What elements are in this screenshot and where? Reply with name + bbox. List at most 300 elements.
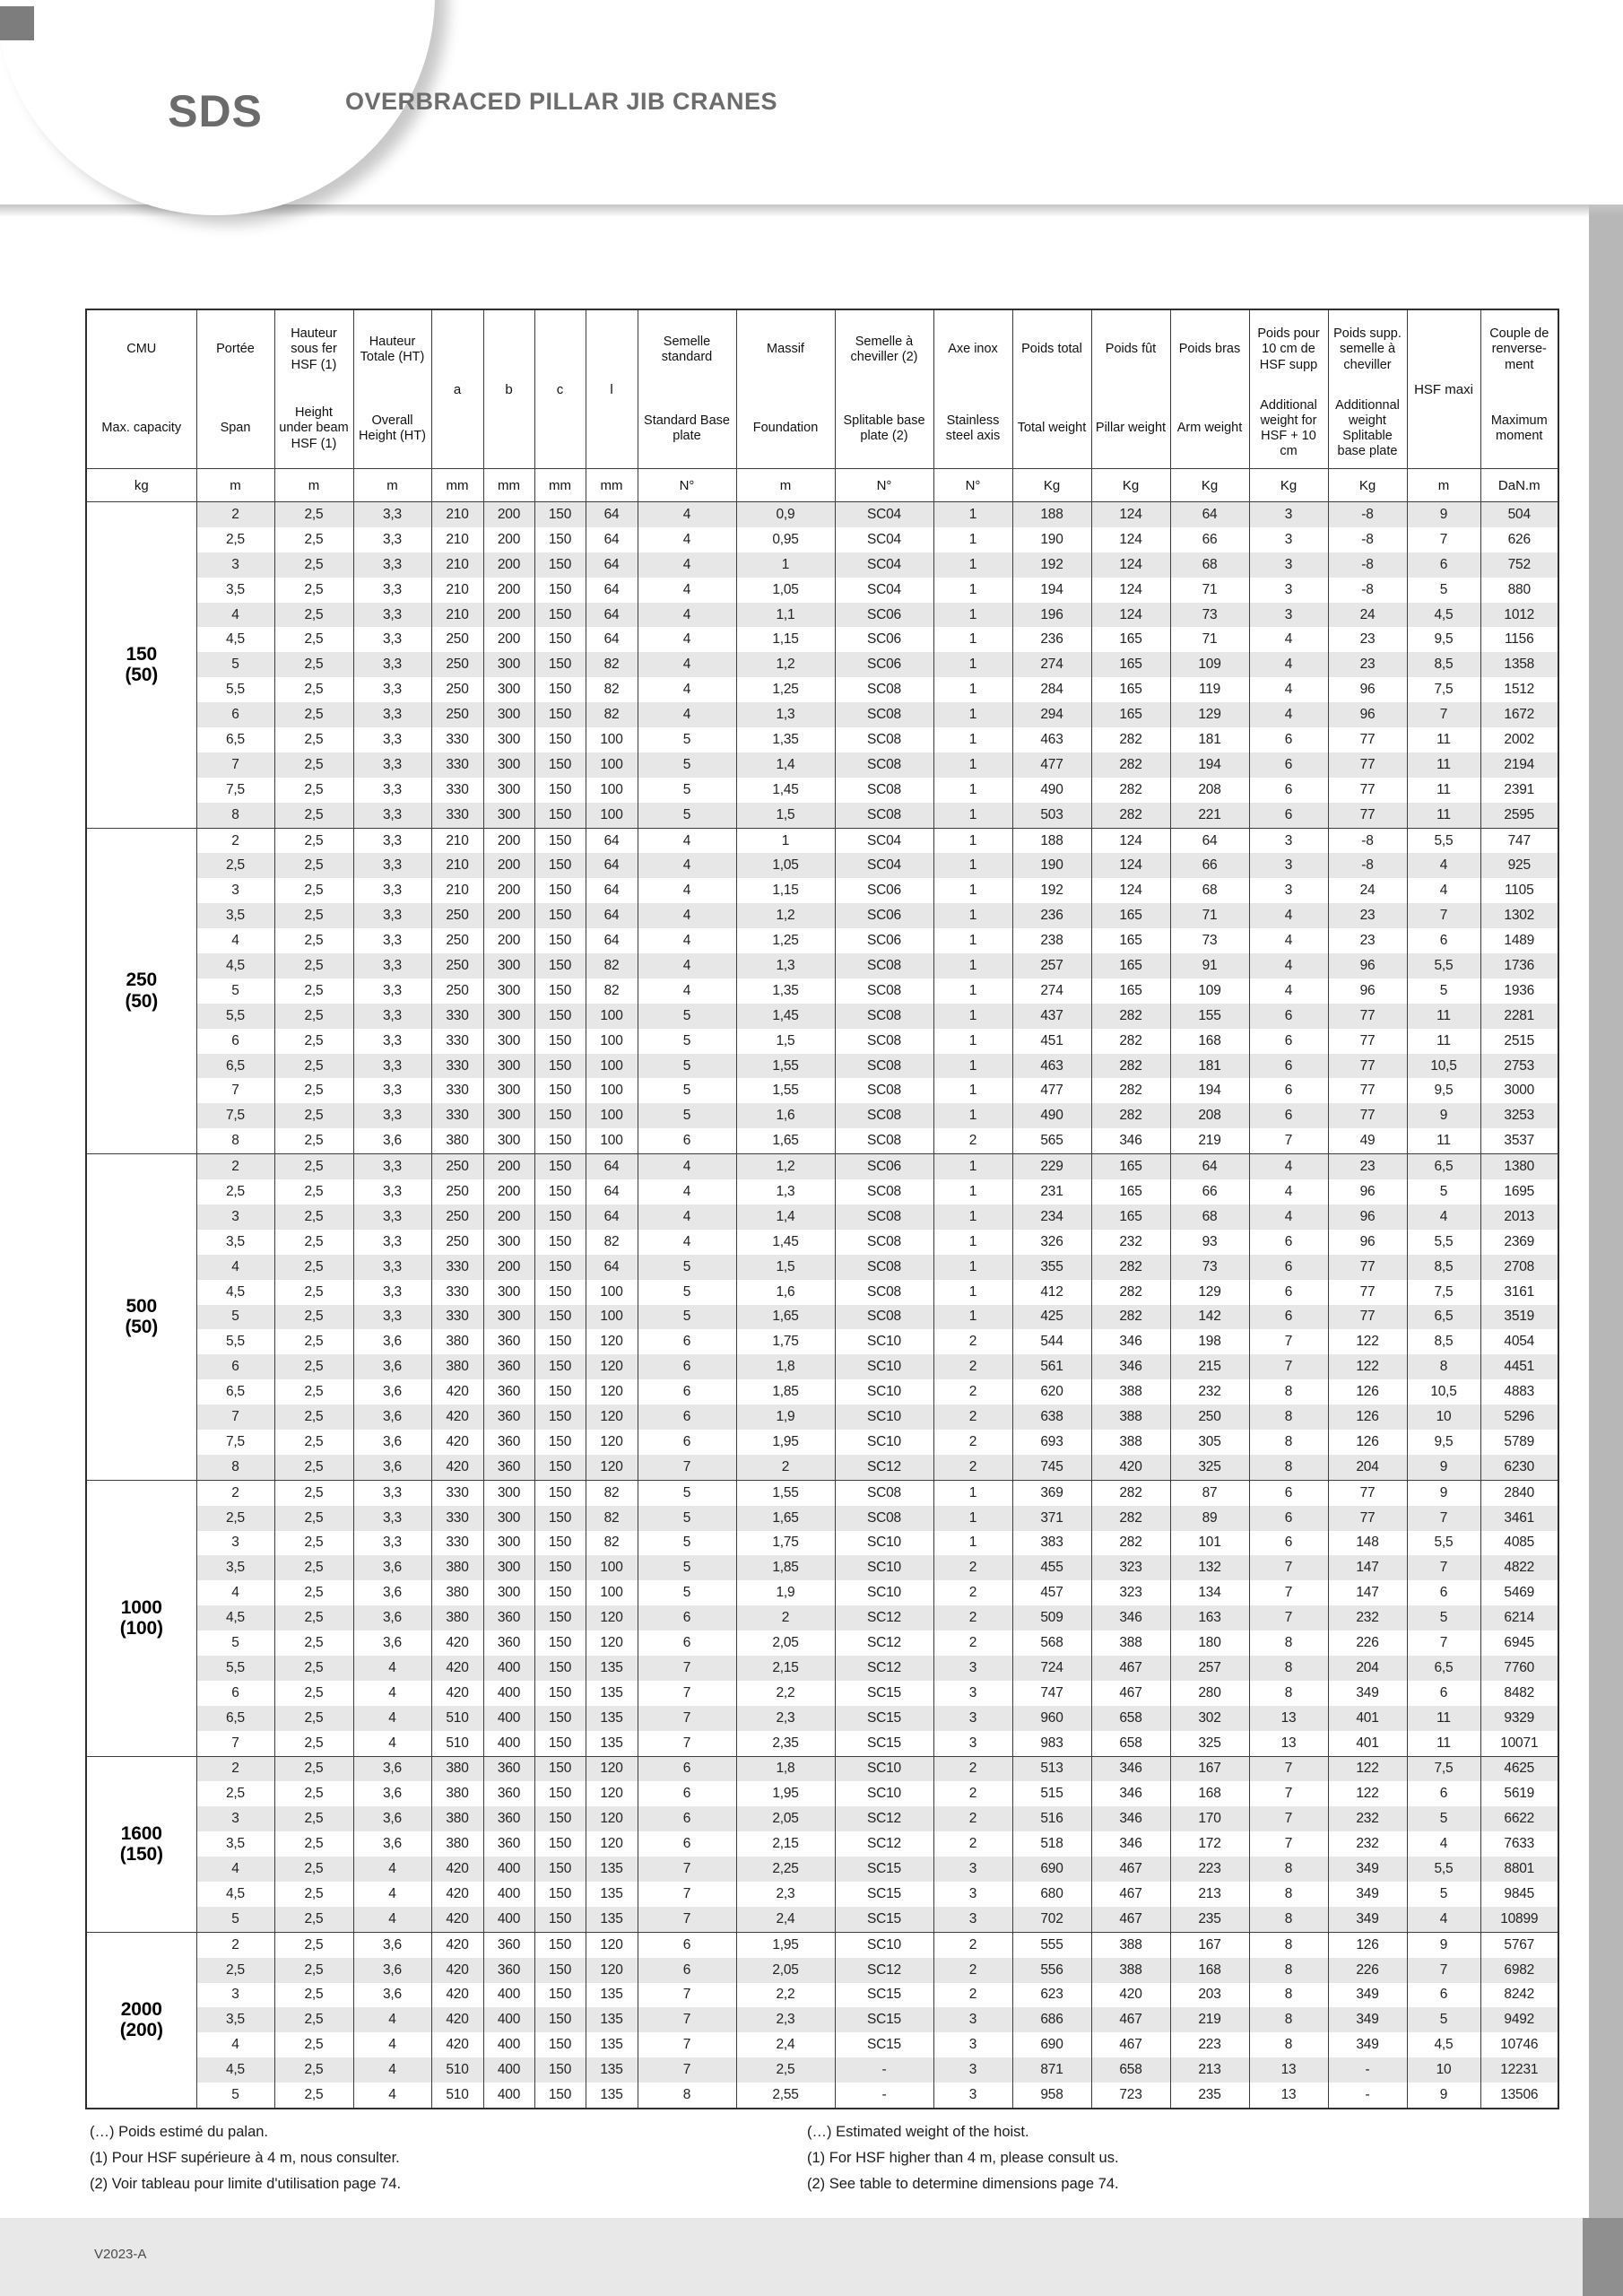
table-cell: 250 bbox=[431, 627, 483, 652]
table-cell: 3 bbox=[933, 1706, 1012, 1731]
table-cell: 326 bbox=[1012, 1230, 1091, 1255]
table-cell: 510 bbox=[431, 1731, 483, 1756]
table-cell: 165 bbox=[1091, 652, 1170, 677]
table-cell: 420 bbox=[431, 1656, 483, 1681]
table-cell: 3,3 bbox=[353, 627, 431, 652]
table-cell: 120 bbox=[586, 1379, 638, 1405]
table-cell: 181 bbox=[1170, 727, 1249, 752]
table-cell: 5,5 bbox=[1407, 953, 1480, 978]
table-cell: 200 bbox=[483, 1154, 534, 1179]
table-row bbox=[86, 1305, 1558, 1330]
table-cell: 3,3 bbox=[353, 1506, 431, 1531]
table-cell: 7,5 bbox=[196, 1430, 274, 1455]
table-row bbox=[86, 702, 1558, 727]
table-cell: 172 bbox=[1170, 1831, 1249, 1857]
table-cell: 124 bbox=[1091, 878, 1170, 903]
table-row bbox=[86, 878, 1558, 903]
table-cell: 2 bbox=[196, 1480, 274, 1505]
footnote-fr-hsf: (1) Pour HSF supérieure à 4 m, nous consulter. bbox=[90, 2150, 400, 2166]
table-cell: 150 bbox=[534, 1605, 586, 1631]
table-cell: 3,5 bbox=[196, 1230, 274, 1255]
capacity-group-label: 2000 (200) bbox=[86, 1932, 196, 2109]
unit-header: m bbox=[1407, 469, 1480, 502]
table-cell: 8 bbox=[1249, 2007, 1328, 2032]
table-cell: 747 bbox=[1480, 828, 1558, 853]
table-cell: 1 bbox=[933, 928, 1012, 953]
table-cell: 194 bbox=[1170, 1078, 1249, 1103]
table-cell: 135 bbox=[586, 1983, 638, 2008]
table-cell: 150 bbox=[534, 1857, 586, 1882]
table-cell: SC10 bbox=[835, 1329, 933, 1354]
table-cell: SC06 bbox=[835, 652, 933, 677]
table-cell: 420 bbox=[431, 1983, 483, 2008]
table-cell: SC10 bbox=[835, 1580, 933, 1605]
table-cell: 6 bbox=[1249, 1480, 1328, 1505]
table-cell: 2,3 bbox=[736, 2007, 835, 2032]
table-cell: 7 bbox=[1249, 1329, 1328, 1354]
table-cell: 3 bbox=[1249, 828, 1328, 853]
table-cell: 163 bbox=[1170, 1605, 1249, 1631]
table-row bbox=[86, 502, 1558, 527]
table-cell: 371 bbox=[1012, 1506, 1091, 1531]
table-cell: 420 bbox=[431, 1631, 483, 1656]
table-cell: 7 bbox=[638, 1731, 736, 1756]
table-cell: 425 bbox=[1012, 1305, 1091, 1330]
table-cell: 2,5 bbox=[274, 2057, 353, 2083]
table-cell: 120 bbox=[586, 1806, 638, 1831]
table-row bbox=[86, 903, 1558, 928]
table-cell: 64 bbox=[586, 853, 638, 878]
table-cell: 4 bbox=[1407, 1907, 1480, 1932]
table-cell: 4 bbox=[638, 603, 736, 628]
table-cell: 8242 bbox=[1480, 1983, 1558, 2008]
table-cell: 5,5 bbox=[196, 677, 274, 702]
column-header: a bbox=[431, 309, 483, 469]
table-cell: 119 bbox=[1170, 677, 1249, 702]
table-cell: 165 bbox=[1091, 903, 1170, 928]
table-header bbox=[86, 309, 1558, 502]
table-cell: 1 bbox=[933, 552, 1012, 578]
table-cell: 2,5 bbox=[274, 978, 353, 1004]
table-cell: 6 bbox=[1249, 803, 1328, 828]
table-cell: 1 bbox=[933, 1103, 1012, 1128]
column-header: CMU Max. capacity bbox=[86, 309, 196, 469]
table-cell: 2,5 bbox=[274, 1506, 353, 1531]
table-cell: 400 bbox=[483, 1857, 534, 1882]
table-cell: 2 bbox=[933, 1379, 1012, 1405]
table-cell: 330 bbox=[431, 727, 483, 752]
table-cell: 4 bbox=[638, 903, 736, 928]
table-cell: 3,3 bbox=[353, 502, 431, 527]
table-cell: 2002 bbox=[1480, 727, 1558, 752]
table-cell: 3 bbox=[196, 1531, 274, 1556]
table-cell: 82 bbox=[586, 702, 638, 727]
table-cell: 221 bbox=[1170, 803, 1249, 828]
table-cell: 124 bbox=[1091, 552, 1170, 578]
table-cell: 9 bbox=[1407, 1103, 1480, 1128]
table-cell: 150 bbox=[534, 1179, 586, 1205]
table-cell: 150 bbox=[534, 2032, 586, 2057]
table-cell: 388 bbox=[1091, 1379, 1170, 1405]
table-cell: 120 bbox=[586, 1631, 638, 1656]
table-cell: 109 bbox=[1170, 652, 1249, 677]
table-cell: 282 bbox=[1091, 727, 1170, 752]
table-cell: 4 bbox=[196, 603, 274, 628]
table-cell: -8 bbox=[1328, 828, 1407, 853]
table-cell: 3,6 bbox=[353, 1756, 431, 1781]
table-cell: 1 bbox=[933, 1230, 1012, 1255]
table-cell: 2 bbox=[933, 1354, 1012, 1379]
unit-header: N° bbox=[638, 469, 736, 502]
table-cell: 3,6 bbox=[353, 1983, 431, 2008]
table-cell: 7760 bbox=[1480, 1656, 1558, 1681]
table-cell: 3 bbox=[1249, 853, 1328, 878]
table-cell: 135 bbox=[586, 1681, 638, 1706]
footnotes-english bbox=[807, 2124, 1119, 2202]
table-cell: 82 bbox=[586, 677, 638, 702]
column-header: Portée Span bbox=[196, 309, 274, 469]
table-cell: 463 bbox=[1012, 727, 1091, 752]
table-cell: 23 bbox=[1328, 652, 1407, 677]
table-cell: 8 bbox=[196, 1455, 274, 1480]
table-cell: 380 bbox=[431, 1756, 483, 1781]
table-cell: SC12 bbox=[835, 1605, 933, 1631]
table-cell: 2,5 bbox=[274, 502, 353, 527]
table-cell: 2,5 bbox=[274, 1706, 353, 1731]
table-cell: SC12 bbox=[835, 1455, 933, 1480]
table-cell: 960 bbox=[1012, 1706, 1091, 1731]
table-cell: 2,5 bbox=[274, 803, 353, 828]
table-cell: 360 bbox=[483, 1605, 534, 1631]
table-cell: 1,3 bbox=[736, 702, 835, 727]
table-cell: 4 bbox=[353, 2032, 431, 2057]
table-cell: 7 bbox=[638, 1882, 736, 1907]
table-cell: 5 bbox=[638, 1280, 736, 1305]
table-cell: 2,5 bbox=[274, 1631, 353, 1656]
table-cell: 4 bbox=[1249, 1179, 1328, 1205]
table-cell: 204 bbox=[1328, 1455, 1407, 1480]
table-cell: 5296 bbox=[1480, 1405, 1558, 1430]
table-cell: 1,5 bbox=[736, 1029, 835, 1054]
table-cell: 3,3 bbox=[353, 603, 431, 628]
table-cell: 203 bbox=[1170, 1983, 1249, 2008]
table-row bbox=[86, 652, 1558, 677]
table-row bbox=[86, 1430, 1558, 1455]
table-cell: 6 bbox=[1249, 727, 1328, 752]
table-cell: 77 bbox=[1328, 1255, 1407, 1280]
table-cell: 2,5 bbox=[274, 1555, 353, 1580]
table-cell: 188 bbox=[1012, 502, 1091, 527]
table-cell: 150 bbox=[534, 1907, 586, 1932]
table-row bbox=[86, 928, 1558, 953]
table-cell: 282 bbox=[1091, 1506, 1170, 1531]
table-cell: 349 bbox=[1328, 2007, 1407, 2032]
table-cell: 1,8 bbox=[736, 1354, 835, 1379]
table-cell: 2,05 bbox=[736, 1631, 835, 1656]
table-cell: 6 bbox=[638, 1781, 736, 1806]
table-cell: 1 bbox=[933, 1004, 1012, 1029]
table-cell: 200 bbox=[483, 552, 534, 578]
table-cell: 3,3 bbox=[353, 903, 431, 928]
table-cell: 4 bbox=[1249, 928, 1328, 953]
table-cell: 3000 bbox=[1480, 1078, 1558, 1103]
table-cell: 2515 bbox=[1480, 1029, 1558, 1054]
table-cell: 100 bbox=[586, 778, 638, 803]
table-cell: 3 bbox=[1249, 878, 1328, 903]
table-cell: 7 bbox=[1407, 1958, 1480, 1983]
table-cell: 2 bbox=[196, 502, 274, 527]
table-cell: 64 bbox=[1170, 1154, 1249, 1179]
table-cell: 2,5 bbox=[274, 627, 353, 652]
table-cell: 4 bbox=[638, 502, 736, 527]
table-cell: 8 bbox=[196, 803, 274, 828]
table-cell: 100 bbox=[586, 1280, 638, 1305]
table-cell: 6 bbox=[1249, 1305, 1328, 1330]
table-cell: 360 bbox=[483, 1354, 534, 1379]
unit-header: Kg bbox=[1249, 469, 1328, 502]
table-cell: 2 bbox=[933, 1781, 1012, 1806]
table-cell: 412 bbox=[1012, 1280, 1091, 1305]
table-cell: 1,25 bbox=[736, 677, 835, 702]
table-cell: 6 bbox=[196, 1029, 274, 1054]
table-cell: 2,5 bbox=[196, 853, 274, 878]
table-cell: 747 bbox=[1012, 1681, 1091, 1706]
table-cell: 330 bbox=[431, 1103, 483, 1128]
table-cell: 380 bbox=[431, 1605, 483, 1631]
table-cell: SC15 bbox=[835, 1857, 933, 1882]
table-cell: 282 bbox=[1091, 1029, 1170, 1054]
table-cell: 204 bbox=[1328, 1656, 1407, 1681]
table-cell: SC15 bbox=[835, 1681, 933, 1706]
table-row bbox=[86, 1154, 1558, 1179]
table-cell: 380 bbox=[431, 1128, 483, 1153]
table-cell: 7 bbox=[1249, 1806, 1328, 1831]
table-cell: - bbox=[835, 2057, 933, 2083]
table-cell: 9,5 bbox=[1407, 1078, 1480, 1103]
table-cell: 1302 bbox=[1480, 903, 1558, 928]
table-cell: 231 bbox=[1012, 1179, 1091, 1205]
table-cell: 2,35 bbox=[736, 1731, 835, 1756]
table-cell: 871 bbox=[1012, 2057, 1091, 2083]
table-cell: SC08 bbox=[835, 1305, 933, 1330]
table-cell: 690 bbox=[1012, 2032, 1091, 2057]
column-header: Couple de renverse-ment Maximum moment bbox=[1480, 309, 1558, 469]
table-cell: 300 bbox=[483, 1531, 534, 1556]
table-cell: 7 bbox=[1407, 1555, 1480, 1580]
table-cell: 7 bbox=[196, 1731, 274, 1756]
table-cell: 6 bbox=[1249, 1078, 1328, 1103]
table-cell: SC06 bbox=[835, 903, 933, 928]
table-cell: 210 bbox=[431, 552, 483, 578]
table-cell: 6 bbox=[638, 1128, 736, 1153]
table-cell: 4 bbox=[1407, 853, 1480, 878]
table-cell: 2,5 bbox=[274, 652, 353, 677]
table-cell: SC12 bbox=[835, 1958, 933, 1983]
table-cell: 8 bbox=[1249, 1430, 1328, 1455]
table-row bbox=[86, 1631, 1558, 1656]
table-cell: 400 bbox=[483, 1882, 534, 1907]
table-cell: 11 bbox=[1407, 1128, 1480, 1153]
table-cell: 165 bbox=[1091, 702, 1170, 727]
table-cell: 150 bbox=[534, 1706, 586, 1731]
table-cell: 6 bbox=[1249, 1103, 1328, 1128]
table-cell: 1 bbox=[933, 828, 1012, 853]
table-cell: 2,5 bbox=[274, 2007, 353, 2032]
table-cell: 4 bbox=[638, 627, 736, 652]
table-cell: 2,05 bbox=[736, 1806, 835, 1831]
table-row bbox=[86, 1706, 1558, 1731]
unit-header: mm bbox=[483, 469, 534, 502]
table-cell: 100 bbox=[586, 1103, 638, 1128]
table-cell: 5 bbox=[638, 1480, 736, 1505]
table-cell: 1,6 bbox=[736, 1103, 835, 1128]
table-cell: 330 bbox=[431, 1004, 483, 1029]
table-cell: 1,95 bbox=[736, 1932, 835, 1957]
table-cell: 135 bbox=[586, 1706, 638, 1731]
table-row bbox=[86, 578, 1558, 603]
table-cell: 3 bbox=[933, 1907, 1012, 1932]
table-cell: 200 bbox=[483, 578, 534, 603]
table-cell: 1 bbox=[933, 903, 1012, 928]
table-cell: 150 bbox=[534, 853, 586, 878]
table-cell: 1 bbox=[933, 853, 1012, 878]
table-cell: 2,5 bbox=[196, 1506, 274, 1531]
table-cell: 4 bbox=[353, 1882, 431, 1907]
table-cell: 294 bbox=[1012, 702, 1091, 727]
table-row bbox=[86, 1983, 1558, 2008]
table-cell: 23 bbox=[1328, 1154, 1407, 1179]
table-cell: 3,6 bbox=[353, 1354, 431, 1379]
table-cell: 1,2 bbox=[736, 1154, 835, 1179]
table-cell: 330 bbox=[431, 803, 483, 828]
table-cell: 150 bbox=[534, 803, 586, 828]
table-cell: 188 bbox=[1012, 828, 1091, 853]
table-cell: 210 bbox=[431, 502, 483, 527]
table-cell: 226 bbox=[1328, 1958, 1407, 1983]
table-cell: SC10 bbox=[835, 1531, 933, 1556]
table-cell: 510 bbox=[431, 2057, 483, 2083]
table-cell: 360 bbox=[483, 1379, 534, 1405]
table-cell: 2 bbox=[933, 1631, 1012, 1656]
table-cell: 2,5 bbox=[274, 1103, 353, 1128]
table-cell: SC08 bbox=[835, 702, 933, 727]
table-cell: 420 bbox=[431, 1857, 483, 1882]
table-cell: 8 bbox=[1249, 2032, 1328, 2057]
table-row bbox=[86, 1605, 1558, 1631]
table-cell: 150 bbox=[534, 1506, 586, 1531]
table-cell: 8 bbox=[1249, 1681, 1328, 1706]
table-cell: 150 bbox=[534, 1480, 586, 1505]
table-cell: 1 bbox=[933, 778, 1012, 803]
table-cell: 8 bbox=[1249, 1379, 1328, 1405]
table-row bbox=[86, 1280, 1558, 1305]
table-cell: 6214 bbox=[1480, 1605, 1558, 1631]
table-cell: 1 bbox=[933, 803, 1012, 828]
table-cell: 723 bbox=[1091, 2083, 1170, 2109]
table-cell: 282 bbox=[1091, 803, 1170, 828]
table-cell: 120 bbox=[586, 1605, 638, 1631]
table-cell: 9 bbox=[1407, 2083, 1480, 2109]
table-cell: 236 bbox=[1012, 903, 1091, 928]
table-cell: 3,6 bbox=[353, 1555, 431, 1580]
table-row bbox=[86, 978, 1558, 1004]
table-cell: 64 bbox=[586, 578, 638, 603]
table-cell: 3461 bbox=[1480, 1506, 1558, 1531]
table-cell: 7,5 bbox=[196, 778, 274, 803]
table-cell: 5 bbox=[1407, 1882, 1480, 1907]
table-cell: 3,3 bbox=[353, 527, 431, 552]
table-cell: 330 bbox=[431, 1305, 483, 1330]
table-cell: 64 bbox=[586, 1154, 638, 1179]
table-cell: 2 bbox=[933, 1128, 1012, 1153]
table-cell: 300 bbox=[483, 778, 534, 803]
table-cell: 6 bbox=[1249, 1280, 1328, 1305]
table-cell: 135 bbox=[586, 1882, 638, 1907]
table-cell: 7 bbox=[1249, 1756, 1328, 1781]
table-cell: SC15 bbox=[835, 1983, 933, 2008]
table-cell: 3,3 bbox=[353, 1004, 431, 1029]
table-cell: 2 bbox=[933, 1958, 1012, 1983]
table-cell: 150 bbox=[534, 1430, 586, 1455]
table-cell: 150 bbox=[534, 2007, 586, 2032]
table-cell: 73 bbox=[1170, 928, 1249, 953]
table-cell: 4 bbox=[638, 953, 736, 978]
table-cell: 1,95 bbox=[736, 1430, 835, 1455]
table-cell: 7633 bbox=[1480, 1831, 1558, 1857]
table-cell: SC08 bbox=[835, 1128, 933, 1153]
table-cell: 420 bbox=[431, 1681, 483, 1706]
table-cell: 4 bbox=[353, 2083, 431, 2109]
table-cell: 147 bbox=[1328, 1555, 1407, 1580]
table-cell: 3,6 bbox=[353, 1806, 431, 1831]
table-cell: 208 bbox=[1170, 1103, 1249, 1128]
table-cell: 4 bbox=[1249, 978, 1328, 1004]
table-cell: 77 bbox=[1328, 1078, 1407, 1103]
table-cell: 3 bbox=[933, 1681, 1012, 1706]
table-cell: 6 bbox=[638, 1932, 736, 1957]
table-cell: 5,5 bbox=[1407, 1230, 1480, 1255]
table-cell: 3,3 bbox=[353, 677, 431, 702]
table-cell: 300 bbox=[483, 1078, 534, 1103]
table-cell: 2,5 bbox=[274, 752, 353, 778]
table-cell: 1 bbox=[933, 1205, 1012, 1230]
table-cell: 2 bbox=[196, 1932, 274, 1957]
table-cell: SC08 bbox=[835, 677, 933, 702]
table-cell: 2,5 bbox=[274, 953, 353, 978]
table-cell: SC08 bbox=[835, 727, 933, 752]
table-cell: 3,3 bbox=[353, 1305, 431, 1330]
table-cell: 150 bbox=[534, 2083, 586, 2109]
table-cell: 300 bbox=[483, 978, 534, 1004]
table-cell: 13 bbox=[1249, 2083, 1328, 2109]
table-cell: 6 bbox=[196, 1681, 274, 1706]
table-cell: 360 bbox=[483, 1405, 534, 1430]
table-cell: 150 bbox=[534, 603, 586, 628]
table-cell: 274 bbox=[1012, 978, 1091, 1004]
table-cell: 6 bbox=[1249, 1531, 1328, 1556]
table-cell: 400 bbox=[483, 1656, 534, 1681]
table-cell: 1 bbox=[933, 978, 1012, 1004]
table-cell: 150 bbox=[534, 778, 586, 803]
table-cell: 124 bbox=[1091, 502, 1170, 527]
table-cell: 300 bbox=[483, 702, 534, 727]
table-cell: 300 bbox=[483, 677, 534, 702]
table-cell: 5 bbox=[638, 1305, 736, 1330]
table-cell: 7 bbox=[1249, 1781, 1328, 1806]
table-cell: 437 bbox=[1012, 1004, 1091, 1029]
table-cell: 100 bbox=[586, 752, 638, 778]
table-cell: 6 bbox=[1407, 1681, 1480, 1706]
